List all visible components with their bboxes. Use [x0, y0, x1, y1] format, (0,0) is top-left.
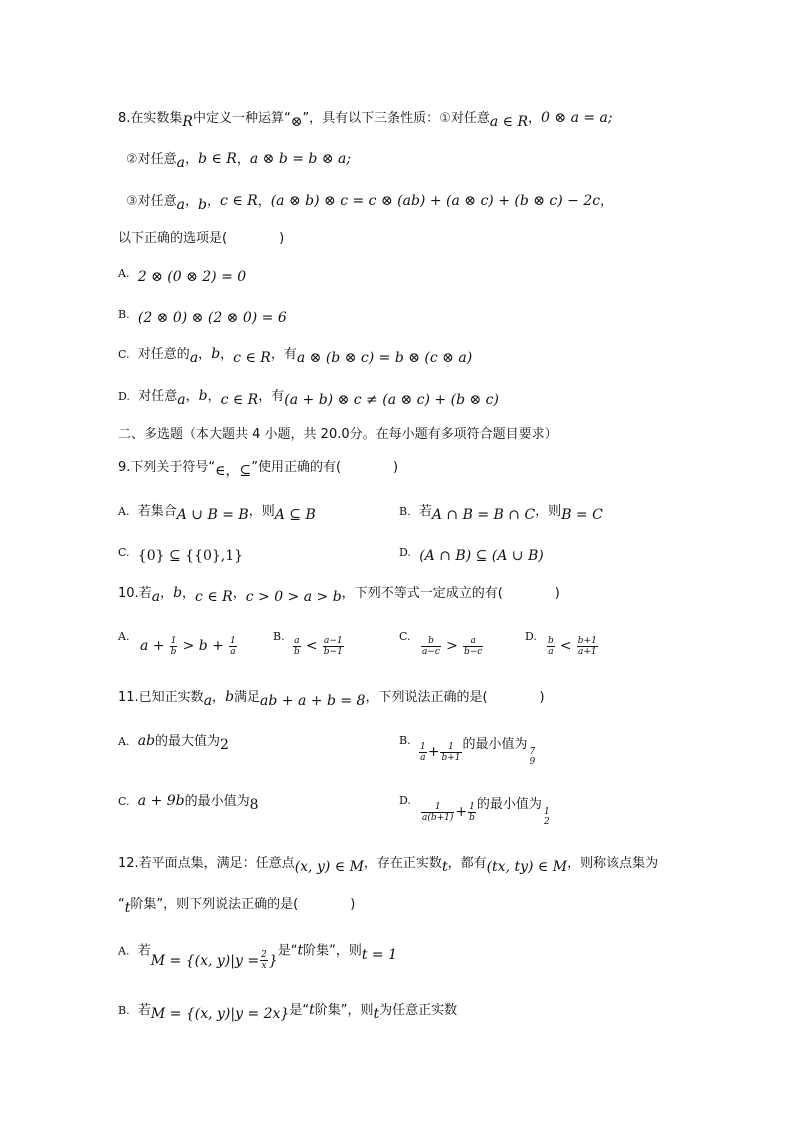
q10-option-d: [546, 636, 599, 657]
math: >: [446, 638, 458, 654]
text: ，: [220, 347, 234, 362]
q8-option-d: [118, 388, 499, 408]
text: ，: [207, 389, 221, 404]
denominator: a−c: [422, 647, 440, 657]
q11-option-a: [118, 733, 229, 753]
fraction: [170, 636, 178, 657]
denominator: b: [469, 813, 475, 823]
math: }: [268, 952, 278, 969]
denominator: a: [420, 753, 426, 763]
numerator: 1: [230, 636, 236, 646]
text: 对任意: [450, 111, 490, 126]
math: M = {(x, y)|y = 2x}: [150, 1006, 290, 1022]
q9-option-b: [399, 503, 603, 523]
math: c > 0 > a > b: [245, 589, 342, 605]
option-label: A.: [118, 267, 130, 280]
fraction: [419, 742, 427, 763]
q12-option-a: [118, 940, 398, 971]
text: ，则: [248, 504, 275, 519]
text: 满足: [234, 690, 261, 705]
fraction: [229, 636, 237, 657]
denominator: a: [548, 647, 554, 657]
math: A ⊆ B: [274, 507, 316, 523]
q11-option-d-label: D.: [399, 794, 411, 807]
text: ，: [341, 586, 355, 601]
text: ，: [207, 194, 221, 209]
math: +: [427, 744, 440, 760]
text: ，存在正实数: [363, 856, 442, 871]
q10-option-b: [292, 636, 345, 657]
section-header: 二、多选题（本大题共 4 小题，共 20.0分。在每小题有多项符合题目要求）: [118, 427, 558, 442]
math: 2: [220, 737, 229, 753]
text: ，则称该点集为: [567, 856, 659, 871]
math: ab + a + b = 8: [260, 693, 366, 709]
text: 对任意: [138, 389, 178, 404]
text: 若: [137, 1003, 151, 1018]
math: 0 ⊗ a = a;: [541, 110, 613, 126]
numerator: 1: [170, 636, 177, 646]
text: ，则: [535, 504, 562, 519]
text: 的最小值为: [462, 737, 528, 752]
math: A ∩ B = B ∩ C: [431, 507, 536, 523]
text: 的最小值为: [476, 797, 542, 812]
text: 的最小值为: [184, 794, 250, 809]
text: 11.已知正实数: [118, 690, 204, 705]
text: 10.若: [118, 586, 152, 601]
option-label: C.: [118, 795, 130, 808]
q10-option-a: [140, 636, 238, 657]
circled-number: ②: [126, 152, 138, 167]
numerator: b+1: [577, 636, 597, 646]
q8-line3: [126, 193, 614, 213]
text: ，: [182, 586, 196, 601]
math: a: [189, 350, 199, 366]
math: a + 9b: [137, 793, 185, 809]
fraction: [529, 747, 537, 767]
numerator: 1: [420, 742, 426, 752]
numerator: 1: [421, 802, 454, 813]
fraction: [293, 636, 301, 657]
denominator: b+1: [441, 753, 461, 763]
text: ，都有: [447, 856, 487, 871]
text: 对任意: [137, 152, 177, 167]
math: a +: [140, 638, 165, 654]
numerator: b: [548, 636, 554, 646]
numerator: 1: [440, 742, 461, 753]
math: M = {(x, y)|y =: [150, 952, 260, 969]
text: ，: [185, 152, 199, 167]
fraction: [260, 950, 268, 971]
math: b: [198, 197, 208, 213]
text: 若集合: [137, 504, 177, 519]
text: ，: [258, 389, 272, 404]
text: 对任意: [137, 194, 177, 209]
text: ，: [185, 194, 199, 209]
math: a: [176, 155, 186, 171]
denominator: a+1: [577, 647, 597, 657]
text: ，: [160, 586, 174, 601]
numerator: 7: [529, 746, 536, 757]
fraction: [421, 802, 454, 823]
fraction: [547, 636, 555, 657]
q10-stem: [118, 585, 560, 605]
text: ，: [257, 194, 271, 209]
math: c ∈ R: [195, 589, 233, 605]
q9-option-d: [399, 544, 544, 564]
math: ab: [137, 733, 156, 749]
q11-option-c: [118, 793, 259, 813]
q8-line1: [118, 110, 613, 130]
option-label: B.: [399, 505, 411, 518]
denominator: a(b+1): [422, 813, 454, 823]
math: <: [305, 638, 318, 654]
math: b: [211, 346, 221, 362]
q11-stem: [118, 689, 545, 709]
q8-option-a: [118, 265, 247, 285]
text: 阶集”，则: [314, 1003, 374, 1018]
q10-option-b-label: B.: [273, 630, 285, 643]
math: t: [124, 900, 131, 916]
option-label: C.: [118, 348, 130, 361]
fraction: [323, 636, 344, 657]
math: b: [173, 585, 183, 601]
text: ，: [236, 152, 250, 167]
math: ∈，⊆: [215, 463, 252, 479]
q10-option-c: [420, 636, 484, 657]
math: 2 ⊗ (0 ⊗ 2) = 0: [137, 269, 247, 285]
text: 阶集”，则: [303, 943, 362, 959]
math: ⊗: [290, 114, 303, 130]
q12-line2: [118, 896, 356, 916]
math: a: [203, 693, 213, 709]
fraction: [421, 636, 441, 657]
text: 的最大值为: [155, 734, 221, 749]
text: 有: [283, 347, 297, 362]
text: ”使用正确的有( ): [251, 460, 399, 475]
numerator: 1: [469, 802, 475, 812]
text: 是“: [277, 943, 298, 959]
text: 阶集”，则下列说法正确的是( ): [130, 897, 356, 912]
text: 是“: [289, 1003, 310, 1018]
q10-option-c-label: C.: [399, 630, 411, 643]
math: t: [441, 859, 448, 875]
option-label: A.: [118, 944, 130, 958]
text: 若: [418, 504, 432, 519]
text: 有: [271, 389, 285, 404]
q12-line1: [118, 855, 659, 875]
fraction: [463, 636, 483, 657]
math: <: [559, 638, 572, 654]
option-label: A.: [118, 505, 130, 518]
denominator: a: [230, 647, 236, 657]
numerator: b: [421, 636, 441, 647]
circled-number: ③: [126, 194, 138, 209]
option-label: A.: [118, 735, 130, 748]
q11-option-b-label: B.: [399, 734, 411, 747]
denominator: x: [261, 961, 267, 971]
math: (A ∩ B) ⊆ (A ∪ B): [419, 548, 544, 564]
q12-option-b: [118, 1002, 458, 1022]
q9-option-a: [118, 503, 316, 523]
q10-option-a-label: A.: [118, 630, 130, 643]
q10-option-d-label: D.: [525, 630, 537, 643]
text: ，: [528, 111, 542, 126]
math: A ∪ B = B: [176, 507, 249, 523]
set-expression: [150, 950, 278, 971]
math: {0} ⊆ {{0},1}: [137, 548, 244, 564]
option-label: C.: [118, 546, 130, 559]
q9-option-c: [118, 544, 244, 564]
text: 下列不等式一定成立的有( ): [354, 586, 560, 601]
text: ，: [365, 690, 379, 705]
math: b ∈ R: [198, 151, 237, 167]
text: 对任意的: [137, 347, 190, 362]
math: a: [177, 392, 186, 408]
fraction: [468, 802, 476, 823]
denominator: 2: [543, 816, 550, 827]
math: R: [182, 114, 193, 130]
text: 中定义一种运算“: [192, 111, 291, 126]
math: c ∈ R: [220, 193, 258, 209]
numerator: 2: [261, 950, 267, 960]
math: a: [151, 589, 161, 605]
text: ，: [185, 389, 199, 404]
text: 12.若平面点集，满足：任意点: [118, 856, 295, 871]
math: > b +: [182, 638, 224, 654]
text: ，: [232, 586, 246, 601]
math: 8: [249, 797, 259, 813]
math: +: [455, 804, 468, 820]
math: t = 1: [361, 946, 398, 963]
denominator: b: [170, 647, 177, 657]
fraction: [543, 807, 551, 827]
math: (a + b) ⊗ c ≠ (a ⊗ c) + (b ⊗ c): [284, 392, 499, 408]
text: 若: [137, 943, 151, 959]
q9-stem: [118, 459, 399, 479]
option-label: B.: [118, 308, 130, 321]
math: (a ⊗ b) ⊗ c = c ⊗ (ab) + (a ⊗ c) + (b ⊗ c) − 2c: [270, 193, 601, 209]
q8-prompt: 以下正确的选项是( ): [118, 231, 285, 246]
numerator: 1: [543, 806, 550, 817]
text: ，: [270, 347, 284, 362]
math: a ⊗ (b ⊗ c) = b ⊗ (c ⊗ a): [296, 350, 473, 366]
denominator: b: [294, 647, 300, 657]
text: ，: [198, 347, 212, 362]
math: (x, y) ∈ M: [294, 859, 364, 875]
text: 9.下列关于符号“: [118, 460, 216, 475]
math: (2 ⊗ 0) ⊗ (2 ⊗ 0) = 6: [137, 310, 287, 326]
q8-line2: [126, 151, 352, 171]
math: t: [309, 1002, 315, 1018]
math: (tx, ty) ∈ M: [486, 859, 568, 875]
option-label: D.: [399, 546, 411, 559]
math: b: [225, 689, 235, 705]
math: a ⊗ b = b ⊗ a;: [249, 151, 352, 167]
math: B = C: [561, 507, 603, 523]
math: t: [373, 1006, 380, 1022]
text: ，: [212, 690, 226, 705]
math: c ∈ R: [233, 350, 271, 366]
option-label: D.: [118, 390, 130, 403]
fraction: [440, 742, 461, 763]
text: ，: [600, 194, 614, 209]
text: ”，具有以下三条性质：: [302, 111, 440, 126]
math: b: [198, 388, 208, 404]
q11-option-d: [420, 794, 552, 827]
numerator: a−1: [323, 636, 343, 646]
math: c ∈ R: [220, 392, 259, 408]
option-label: B.: [118, 1004, 130, 1017]
math: t: [297, 942, 304, 959]
denominator: b−1: [323, 647, 343, 657]
text: “: [118, 897, 125, 912]
q8-option-c: [118, 346, 473, 366]
math: a ∈ R: [489, 114, 529, 130]
math: a: [176, 197, 186, 213]
text: 为任意正实数: [379, 1003, 458, 1018]
q11-option-b: [418, 734, 537, 767]
denominator: b−c: [463, 647, 483, 657]
numerator: a: [463, 636, 483, 647]
q8-option-b: [118, 306, 287, 326]
denominator: 9: [529, 756, 536, 767]
text: 8.在实数集: [118, 111, 183, 126]
fraction: [577, 636, 598, 657]
numerator: a: [294, 636, 300, 646]
circled-number: ①: [439, 111, 451, 126]
text: 下列说法正确的是( ): [378, 690, 545, 705]
